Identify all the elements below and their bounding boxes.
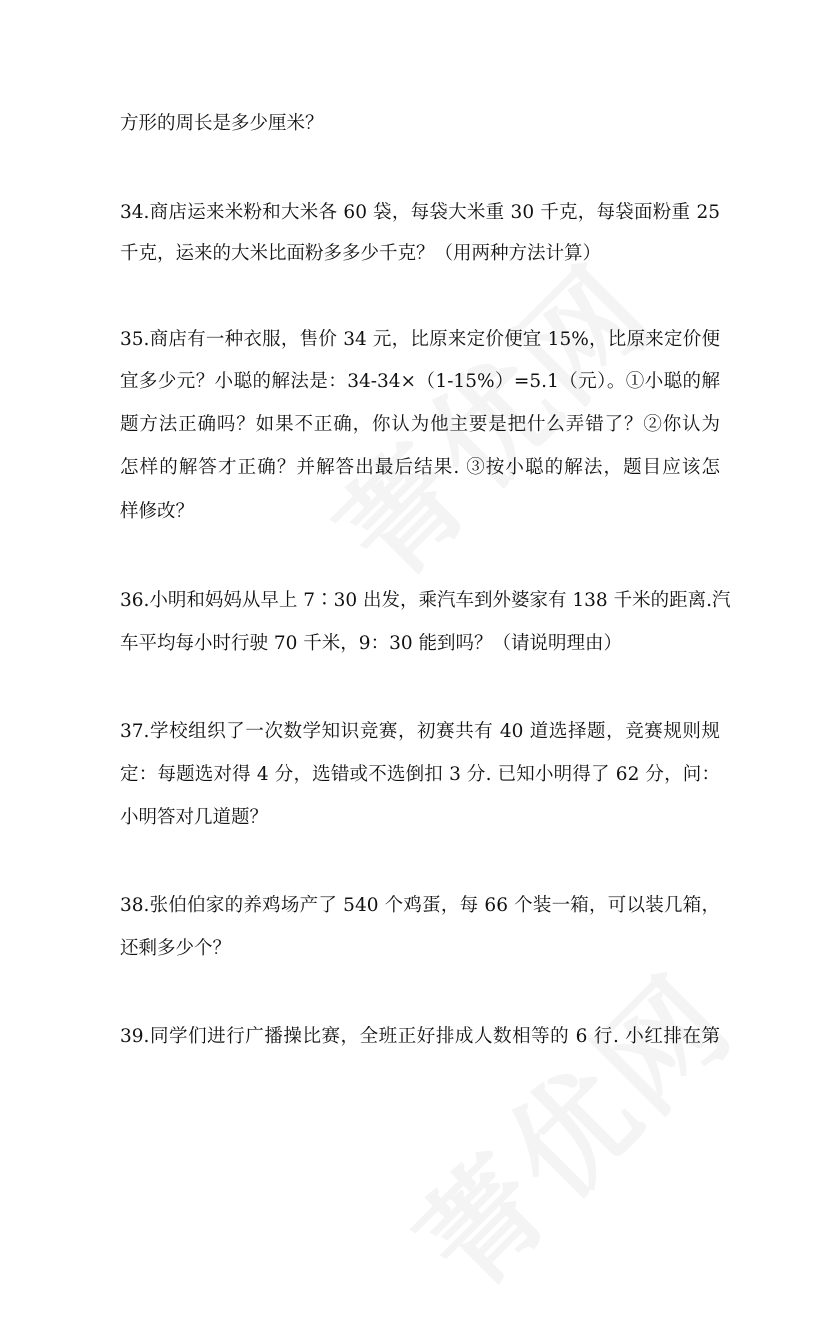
text-line: 35.商店有一种衣服，售价 34 元，比原来定价便宜 15%，比原来定价便 <box>120 329 720 350</box>
text-line: 方形的周长是多少厘米？ <box>120 113 324 134</box>
text-line: 36.小明和妈妈从早上 7∶30 出发，乘汽车到外婆家有 138 千米的距离.汽 <box>120 590 731 611</box>
text-line: 题方法正确吗？如果不正确，你认为他主要是把什么弄错了？②你认为 <box>120 414 720 435</box>
text-line: 千克，运来的大米比面粉多多少千克？（用两种方法计算） <box>120 243 602 264</box>
text-line: 还剩多少个？ <box>120 938 232 959</box>
watermark <box>375 932 764 1320</box>
text-line: 车平均每小时行驶 70 千米，9：30 能到吗？（请说明理由） <box>120 633 622 654</box>
text-line: 样修改？ <box>120 501 195 522</box>
text-line: 37.学校组织了一次数学知识竞赛，初赛共有 40 道选择题，竞赛规则规 <box>120 721 720 742</box>
text-line: 小明答对几道题？ <box>120 807 269 828</box>
text-line: 定：每题选对得 4 分，选错或不选倒扣 3 分. 已知小明得了 62 分，问： <box>120 764 720 785</box>
text-line: 34.商店运来米粉和大米各 60 袋，每袋大米重 30 千克，每袋面粉重 25 <box>120 202 720 223</box>
text-line: 39.同学们进行广播操比赛，全班正好排成人数相等的 6 行. 小红排在第 <box>120 1026 720 1047</box>
text-line: 怎样的解答才正确？并解答出最后结果. ③按小聪的解法，题目应该怎 <box>120 457 720 478</box>
text-line: 38.张伯伯家的养鸡场产了 540 个鸡蛋，每 66 个装一箱，可以装几箱， <box>120 895 720 916</box>
text-line: 宜多少元？小聪的解法是：34-34×（1-15%）=5.1（元）。①小聪的解 <box>120 371 720 392</box>
